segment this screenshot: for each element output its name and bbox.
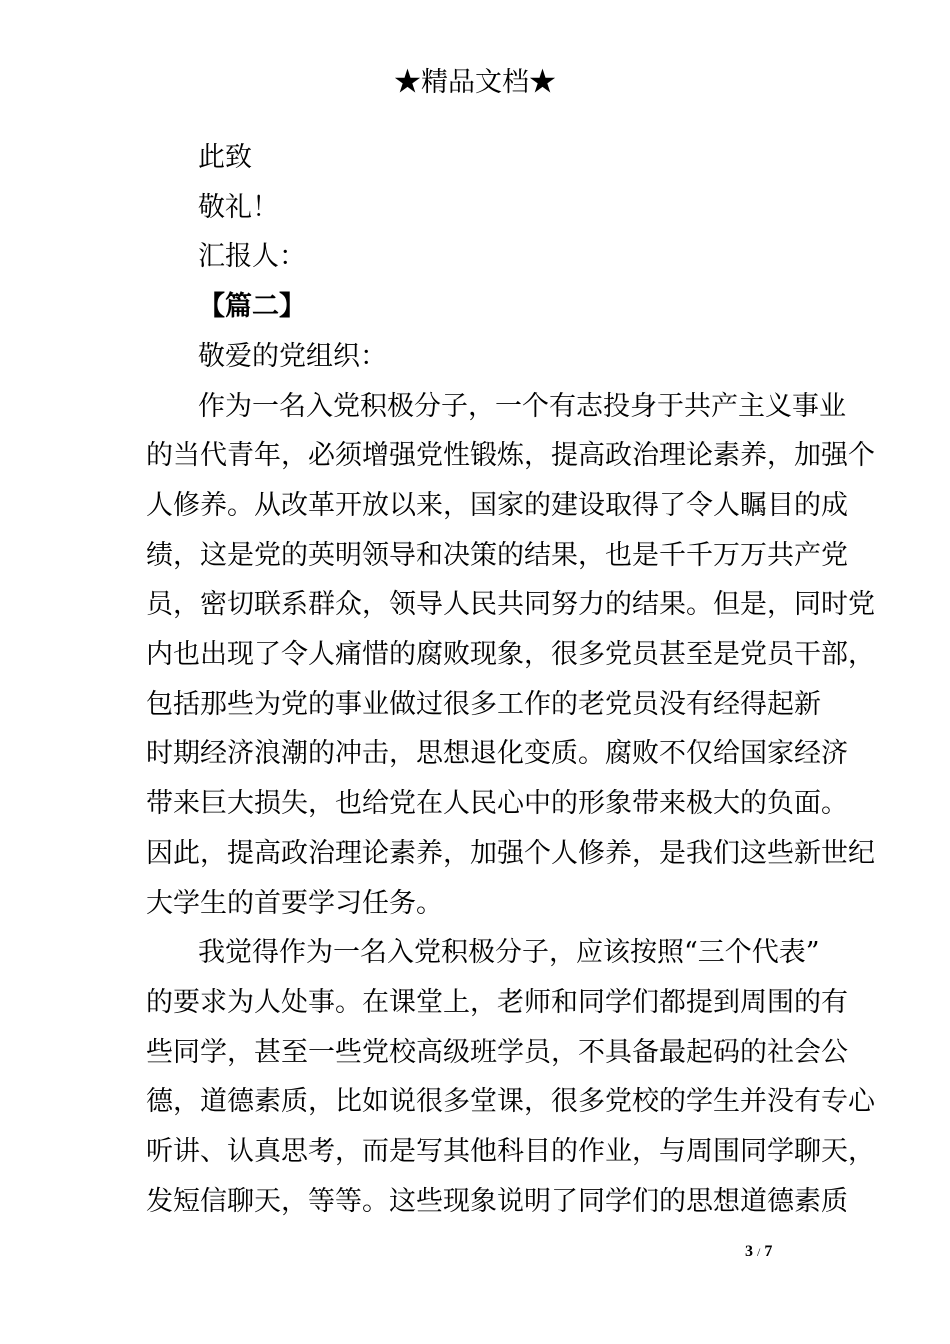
paragraph-line: 我觉得作为一名入党积极分子，应该按照“三个代表” (198, 937, 820, 969)
header-title: ★精品文档★ (394, 67, 556, 98)
paragraph-line: 带来巨大损失，也给党在人民心中的形象带来极大的负面。 (146, 788, 848, 820)
paragraph-line: 因此，提高政治理论素养，加强个人修养，是我们这些新世纪 (146, 837, 875, 869)
closing-line-2: 敬礼！ (198, 191, 279, 223)
paragraph-line: 人修养。从改革开放以来，国家的建设取得了令人瞩目的成 (146, 489, 848, 521)
paragraph-line: 些同学，甚至一些党校高级班学员，不具备最起码的社会公 (146, 1036, 848, 1068)
paragraph-2 (146, 928, 875, 1226)
paragraph-line: 发短信聊天，等等。这些现象说明了同学们的思想道德素质 (146, 1185, 848, 1217)
signer-label: 汇报人： (198, 241, 306, 273)
document-header (0, 66, 950, 100)
page-separator: / (757, 1245, 761, 1259)
salutation: 敬爱的党组织： (198, 340, 387, 372)
paragraph-line: 包括那些为党的事业做过很多工作的老党员没有经得起新 (146, 688, 821, 720)
paragraph-line: 的当代青年，必须增强党性锻炼，提高政治理论素养，加强个 (146, 440, 875, 472)
total-pages: 7 (764, 1243, 773, 1260)
document-body (146, 133, 875, 1226)
paragraph-line: 德，道德素质，比如说很多堂课，很多党校的学生并没有专心 (146, 1086, 875, 1118)
paragraph-1 (146, 382, 875, 929)
section-title: 【篇二】 (198, 291, 306, 323)
paragraph-line: 时期经济浪潮的冲击，思想退化变质。腐败不仅给国家经济 (146, 738, 848, 770)
paragraph-line: 作为一名入党积极分子，一个有志投身于共产主义事业 (198, 390, 846, 422)
paragraph-line: 大学生的首要学习任务。 (146, 887, 443, 919)
paragraph-line: 听讲、认真思考，而是写其他科目的作业，与周围同学聊天， (146, 1136, 875, 1168)
paragraph-line: 的要求为人处事。在课堂上，老师和同学们都提到周围的有 (146, 986, 848, 1018)
closing-line-1: 此致 (198, 142, 252, 173)
paragraph-line: 绩，这是党的英明领导和决策的结果，也是千千万万共产党 (146, 539, 848, 571)
paragraph-line: 内也出现了令人痛惜的腐败现象，很多党员甚至是党员干部， (146, 639, 875, 671)
paragraph-line: 员，密切联系群众，领导人民共同努力的结果。但是，同时党 (146, 589, 875, 621)
page-number (745, 1243, 772, 1261)
current-page: 3 (745, 1243, 753, 1260)
